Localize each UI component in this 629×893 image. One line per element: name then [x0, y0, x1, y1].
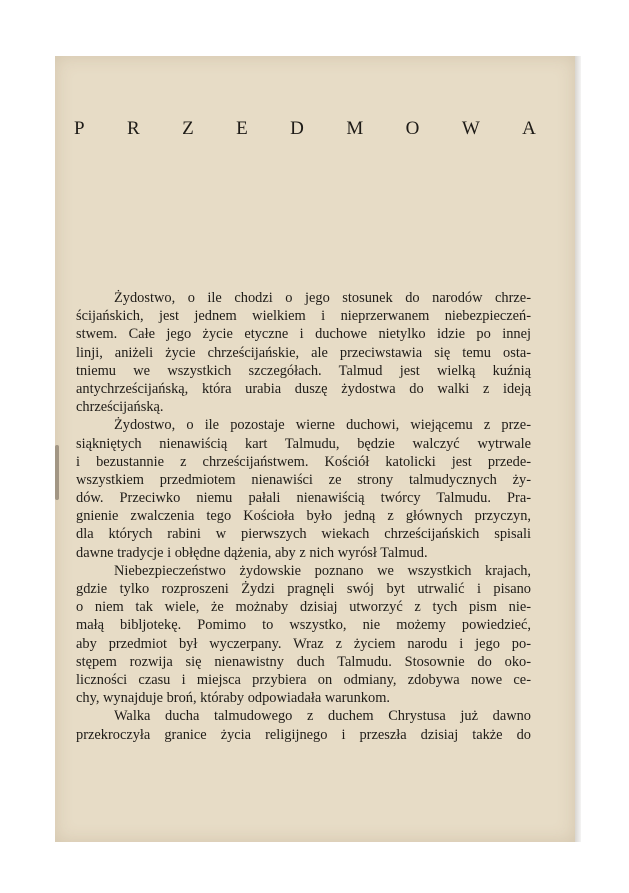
text-line: wszystkiem przedmiotem nienawiści ze strony talmudycznych ży- [76, 471, 531, 488]
title-letter: A [522, 118, 536, 139]
text-line: antychrześcijańską, która urabia duszę żydostwa do walki z ideją [76, 380, 531, 397]
text-line: ścijańskich, jest jednem wielkiem i nieprzerwanem niebezpieczeń- [76, 308, 531, 325]
title-letter: E [236, 118, 248, 139]
text-line: stępem rozwija się nienawistny duch Talmudu. Stosownie do oko- [76, 653, 531, 670]
text-line: linji, aniżeli życie chrześcijańskie, ale przeciwstawia się temu osta- [76, 344, 531, 361]
text-line: dów. Przeciwko niemu pałali nienawiścią twórcy Talmudu. Pra- [76, 490, 531, 507]
text-line: małą bibljotekę. Pomimo to wszystko, nie możemy powiedzieć, [76, 617, 531, 634]
page-title [74, 118, 536, 144]
text-line: siąkniętych nienawiścią kart Talmudu, będzie walczyć wytrwale [76, 435, 531, 452]
title-letter: M [346, 118, 364, 139]
binding-mark [55, 445, 59, 500]
title-letter: D [290, 118, 304, 139]
text-line: chy, wynajduje broń, któraby odpowiadała warunkom. [76, 690, 390, 707]
title-letter: O [405, 118, 420, 139]
text-line: dawne tradycje i obłędne dążenia, aby z nich wyrósł Talmud. [76, 544, 428, 561]
title-letter: R [127, 118, 140, 139]
text-line: stwem. Całe jego życie etyczne i duchowe nietylko idzie po innej [76, 326, 531, 343]
text-line: tniemu we wszystkich szczegółach. Talmud jest wielką kuźnią [76, 362, 531, 379]
text-line: aby przedmiot był wyczerpany. Wraz z życiem narodu i jego po- [76, 635, 531, 652]
text-line: gdzie tylko rozproszeni Żydzi pragnęli swój byt utrwalić i pisano [76, 581, 531, 597]
body-text [76, 289, 531, 744]
text-line: przekroczyła granice życia religijnego i przeszła dzisiaj także do [76, 726, 531, 743]
text-line: i bezustannie z chrześcijaństwem. Kościół katolicki jest przede- [76, 453, 531, 470]
text-line: liczności czasu i miejsca przybiera on odmiany, zdobywa nowe ce- [76, 671, 531, 688]
text-line: Walka ducha talmudowego z duchem Chrystusa już dawno [114, 708, 531, 725]
title-letter: W [461, 118, 480, 139]
text-line: Żydostwo, o ile pozostaje wierne duchowi, wiejącemu z prze- [114, 417, 531, 434]
text-line: Niebezpieczeństwo żydowskie poznano we wszystkich krajach, [114, 562, 531, 579]
text-line: chrześcijańską. [76, 399, 164, 416]
page-edge [575, 56, 581, 842]
title-letter: P [74, 118, 85, 139]
text-line: o niem tak wiele, że możnaby dzisiaj utworzyć z tych pism nie- [76, 599, 531, 616]
text-line: Żydostwo, o ile chodzi o jego stosunek do narodów chrze- [114, 290, 531, 306]
text-line: gnienie zwalczenia tego Kościoła było jedną z głównych przyczyn, [76, 508, 531, 525]
text-line: dla których rabini w pierwszych wiekach chrześcijańskich spisali [76, 526, 531, 543]
title-letter: Z [182, 118, 194, 139]
